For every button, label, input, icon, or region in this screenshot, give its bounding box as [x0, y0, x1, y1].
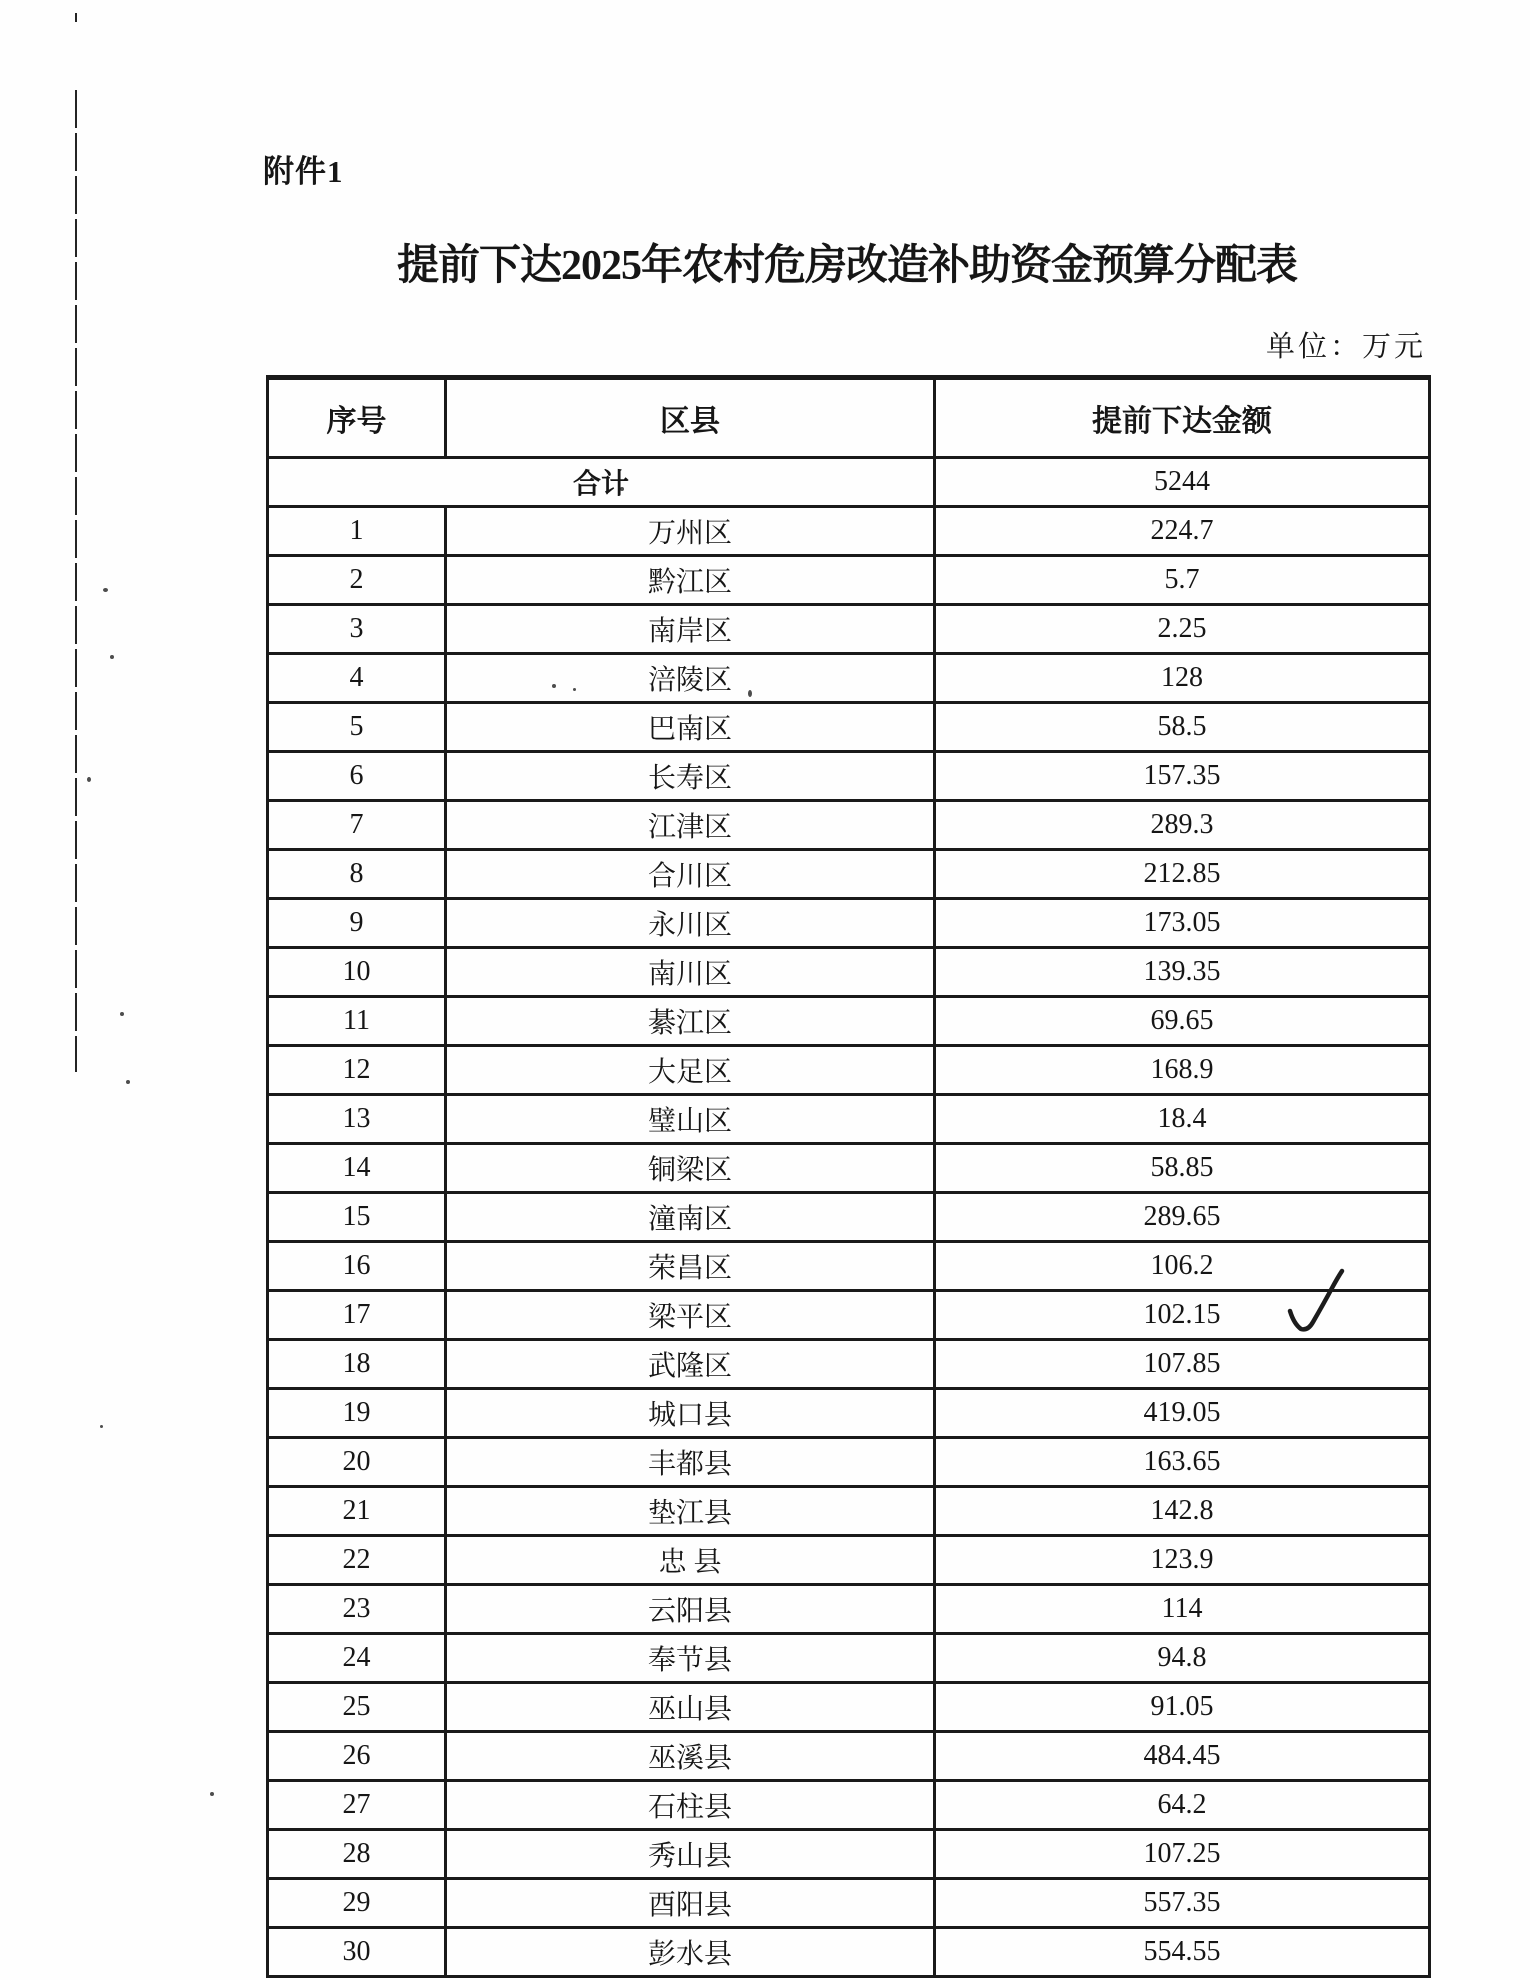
- cell-index: 23: [268, 1585, 446, 1634]
- cell-district: 巫山县: [446, 1683, 935, 1732]
- table-row: [268, 507, 1430, 556]
- table-row: [268, 1928, 1430, 1977]
- table-row: [268, 1046, 1430, 1095]
- col-header-district: 区县: [446, 378, 935, 458]
- cell-index: 26: [268, 1732, 446, 1781]
- total-row: [268, 458, 1430, 507]
- table-row: [268, 1634, 1430, 1683]
- table-row: [268, 801, 1430, 850]
- attachment-label: 附件1: [263, 154, 344, 189]
- scan-artifact-line: [75, 90, 77, 1072]
- cell-index: 18: [268, 1340, 446, 1389]
- table-row: [268, 703, 1430, 752]
- col-header-index: 序号: [268, 378, 446, 458]
- table-row: [268, 1536, 1430, 1585]
- cell-index: 13: [268, 1095, 446, 1144]
- cell-district: 潼南区: [446, 1193, 935, 1242]
- cell-index: 16: [268, 1242, 446, 1291]
- scan-speck: [100, 1425, 103, 1428]
- cell-index: 24: [268, 1634, 446, 1683]
- table-row: [268, 1291, 1430, 1340]
- cell-amount: 69.65: [935, 997, 1430, 1046]
- cell-amount: 128: [935, 654, 1430, 703]
- table-row: [268, 1781, 1430, 1830]
- cell-amount: 91.05: [935, 1683, 1430, 1732]
- cell-district: 云阳县: [446, 1585, 935, 1634]
- cell-district: 黔江区: [446, 556, 935, 605]
- cell-district: 酉阳县: [446, 1879, 935, 1928]
- scan-speck: [110, 655, 114, 659]
- cell-district: 垫江县: [446, 1487, 935, 1536]
- cell-index: 4: [268, 654, 446, 703]
- cell-district: 荣昌区: [446, 1242, 935, 1291]
- cell-district: 涪陵区: [446, 654, 935, 703]
- cell-district: 綦江区: [446, 997, 935, 1046]
- table-row: [268, 1732, 1430, 1781]
- cell-index: 28: [268, 1830, 446, 1879]
- table-row: [268, 1144, 1430, 1193]
- table-row: [268, 1389, 1430, 1438]
- total-amount: 5244: [935, 458, 1430, 507]
- cell-district: 秀山县: [446, 1830, 935, 1879]
- scan-speck: [210, 1792, 214, 1796]
- table-row: [268, 605, 1430, 654]
- cell-amount: 114: [935, 1585, 1430, 1634]
- cell-index: 1: [268, 507, 446, 556]
- cell-district: 忠 县: [446, 1536, 935, 1585]
- table-row: [268, 1242, 1430, 1291]
- cell-district: 长寿区: [446, 752, 935, 801]
- cell-amount: 168.9: [935, 1046, 1430, 1095]
- cell-district: 大足区: [446, 1046, 935, 1095]
- cell-amount: 94.8: [935, 1634, 1430, 1683]
- table-row: [268, 1830, 1430, 1879]
- table-row: [268, 1095, 1430, 1144]
- scan-speck: [126, 1080, 130, 1084]
- cell-district: 武隆区: [446, 1340, 935, 1389]
- cell-amount: 419.05: [935, 1389, 1430, 1438]
- cell-amount: 142.8: [935, 1487, 1430, 1536]
- cell-index: 20: [268, 1438, 446, 1487]
- cell-district: 璧山区: [446, 1095, 935, 1144]
- scan-speck: [120, 1012, 124, 1016]
- cell-amount: 157.35: [935, 752, 1430, 801]
- table-row: [268, 899, 1430, 948]
- col-header-amount: 提前下达金额: [935, 378, 1430, 458]
- header-row: [268, 378, 1430, 458]
- cell-amount: 123.9: [935, 1536, 1430, 1585]
- cell-index: 2: [268, 556, 446, 605]
- cell-amount: 58.5: [935, 703, 1430, 752]
- cell-amount: 289.3: [935, 801, 1430, 850]
- table-row: [268, 556, 1430, 605]
- cell-district: 彭水县: [446, 1928, 935, 1977]
- cell-index: 30: [268, 1928, 446, 1977]
- cell-index: 7: [268, 801, 446, 850]
- cell-index: 9: [268, 899, 446, 948]
- table-row: [268, 1193, 1430, 1242]
- cell-index: 17: [268, 1291, 446, 1340]
- cell-district: 奉节县: [446, 1634, 935, 1683]
- cell-district: 合川区: [446, 850, 935, 899]
- page-title: 提前下达2025年农村危房改造补助资金预算分配表: [396, 243, 1297, 289]
- cell-index: 21: [268, 1487, 446, 1536]
- table-row: [268, 948, 1430, 997]
- cell-index: 15: [268, 1193, 446, 1242]
- cell-amount: 107.25: [935, 1830, 1430, 1879]
- cell-amount: 139.35: [935, 948, 1430, 997]
- cell-index: 5: [268, 703, 446, 752]
- cell-index: 6: [268, 752, 446, 801]
- cell-index: 19: [268, 1389, 446, 1438]
- allocation-table: [266, 375, 1431, 1978]
- table-row: [268, 1340, 1430, 1389]
- cell-index: 3: [268, 605, 446, 654]
- table-row: [268, 850, 1430, 899]
- cell-district: 梁平区: [446, 1291, 935, 1340]
- cell-district: 巴南区: [446, 703, 935, 752]
- cell-amount: 58.85: [935, 1144, 1430, 1193]
- cell-district: 南岸区: [446, 605, 935, 654]
- cell-amount: 224.7: [935, 507, 1430, 556]
- cell-district: 永川区: [446, 899, 935, 948]
- cell-amount: 107.85: [935, 1340, 1430, 1389]
- cell-district: 江津区: [446, 801, 935, 850]
- cell-index: 10: [268, 948, 446, 997]
- table-row: [268, 1879, 1430, 1928]
- cell-index: 12: [268, 1046, 446, 1095]
- cell-amount: 106.2: [935, 1242, 1430, 1291]
- cell-index: 25: [268, 1683, 446, 1732]
- cell-index: 14: [268, 1144, 446, 1193]
- scan-speck: [103, 588, 108, 592]
- cell-amount: 173.05: [935, 899, 1430, 948]
- cell-district: 丰都县: [446, 1438, 935, 1487]
- table-row: [268, 1487, 1430, 1536]
- cell-amount: 64.2: [935, 1781, 1430, 1830]
- table-row: [268, 1585, 1430, 1634]
- cell-index: 29: [268, 1879, 446, 1928]
- cell-amount: 102.15: [935, 1291, 1430, 1340]
- cell-amount: 18.4: [935, 1095, 1430, 1144]
- cell-district: 南川区: [446, 948, 935, 997]
- cell-index: 8: [268, 850, 446, 899]
- cell-amount: 289.65: [935, 1193, 1430, 1242]
- cell-district: 巫溪县: [446, 1732, 935, 1781]
- unit-note: 单位：万元: [1265, 331, 1426, 363]
- cell-amount: 163.65: [935, 1438, 1430, 1487]
- table-row: [268, 1683, 1430, 1732]
- cell-district: 城口县: [446, 1389, 935, 1438]
- cell-amount: 5.7: [935, 556, 1430, 605]
- table-row: [268, 752, 1430, 801]
- scan-speck: [87, 777, 91, 782]
- cell-district: 万州区: [446, 507, 935, 556]
- scan-artifact-dot: [75, 13, 77, 22]
- cell-index: 22: [268, 1536, 446, 1585]
- table-row: [268, 997, 1430, 1046]
- cell-amount: 2.25: [935, 605, 1430, 654]
- table-row: [268, 654, 1430, 703]
- cell-amount: 554.55: [935, 1928, 1430, 1977]
- table-row: [268, 1438, 1430, 1487]
- cell-amount: 212.85: [935, 850, 1430, 899]
- cell-index: 27: [268, 1781, 446, 1830]
- cell-index: 11: [268, 997, 446, 1046]
- cell-amount: 484.45: [935, 1732, 1430, 1781]
- cell-district: 铜梁区: [446, 1144, 935, 1193]
- cell-district: 石柱县: [446, 1781, 935, 1830]
- cell-amount: 557.35: [935, 1879, 1430, 1928]
- total-label: 合计: [268, 458, 935, 507]
